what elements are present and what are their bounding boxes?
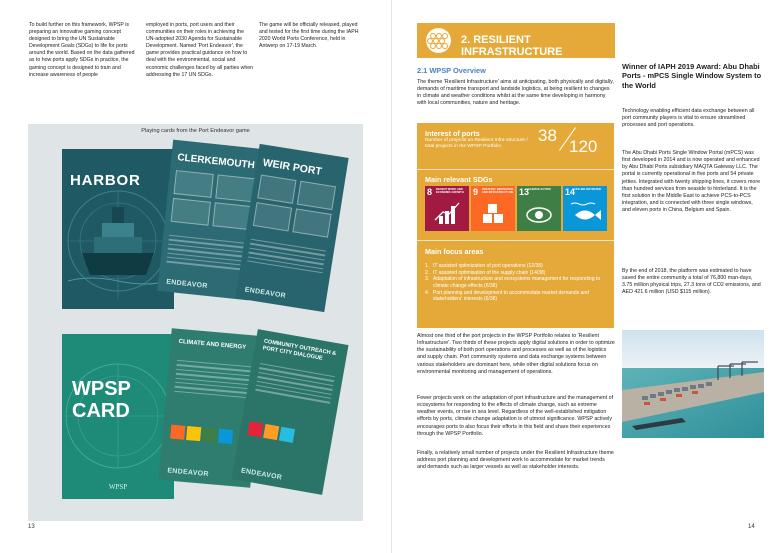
intro-column-2: employed in ports, port users and their communities on their roles in achieving the UN-adopted 2030 Agenda for Sustainable Development. Named 'Port Endeavor', the game provides practical guidance on how to deal with the environmental, social and economic challenges faced by all parties when addressing the 17 UN SDGs. <box>146 22 253 78</box>
card-stat-box <box>253 202 292 231</box>
focus-list <box>425 263 611 303</box>
overview-text: The theme 'Resilient Infrastructure' aims at anticipating, both physically and digitally, demands of maritime transport and landside logistics, at being resilient to changes in climate and weather conditions whilst at the same time developing in harmony with local communities, nature and heritage. <box>417 79 614 107</box>
sdg-tile <box>279 427 295 443</box>
page-gutter <box>391 0 392 553</box>
award-paragraph-1: Technology enabling efficient data exchange between all port community players is vital to ensure streamlined processes and port operations. <box>622 108 755 129</box>
clerkemouth-title: CLERKEMOUTH <box>176 152 256 172</box>
endeavor-footer: ENDEAVOR <box>165 278 208 290</box>
sdgs-heading: Main relevant SDGs <box>425 175 493 184</box>
card-text-lines <box>255 360 336 406</box>
focus-heading: Main focus areas <box>425 247 484 256</box>
list-item: 4. Port planning and development to accommodate market demands and stakeholders' interests (6/38) <box>425 289 589 302</box>
intro-column-1: To build further on this framework, WPSP is preparing an innovative gaming concept designed to bring the UN Sustainable Development Goals (SDGs) to life for ports around the world. Based on the data gathered as to how ports apply SDGs in practice, the gaming concept is designed to train and increase awareness of people <box>29 22 135 78</box>
body-paragraph-2: Fewer projects work on the adaptation of port infrastructure and the management of ecosystems for responding to the effects of climate change, such as extreme weather events, or rise in sea level. Regardless of the well-established mitigation efforts by ports, climate change adaptation is of utmost significance. WPSP actively encourages ports to also focus their efforts in this field and share their experiences through the WPSP Portfolio. <box>417 395 614 437</box>
section-banner <box>417 23 615 58</box>
interest-numerator: 38 <box>538 126 557 145</box>
card-stat-box <box>215 174 255 202</box>
cubes-icon <box>471 186 515 231</box>
community-title: COMMUNITY OUTREACH & PORT CITY DIALOGUE <box>262 338 337 362</box>
climate-title: CLIMATE AND ENERGY <box>178 338 247 351</box>
overview-heading: 2.1 WPSP Overview <box>417 66 486 75</box>
wpsp-card <box>62 334 174 499</box>
body-paragraph-1: Almost one third of the port projects in the WPSP Portfolio relates to 'Resilient Infrastructure'. Two thirds of these projects apply digital solutions in order to optimize the sustainability of both port operations and processes as well as of the logistics and supply chain. Port community systems and data exchange systems between various stakeholders are dominant here, while other digital solutions focus on environmental monitoring and management of operations. <box>417 333 615 375</box>
card-stat-box <box>174 170 214 198</box>
cards-caption: Playing cards from the Port Endeavor game <box>141 128 250 134</box>
sdg-tile <box>202 427 217 442</box>
sdg-14-tile: 14 LIFE BELOW WATER <box>563 186 607 231</box>
fish-icon <box>563 186 607 231</box>
section-title: 2. RESILIENT INFRASTRUCTURE <box>461 34 563 58</box>
sdg-tile <box>186 426 201 441</box>
endeavor-footer: ENDEAVOR <box>167 467 210 479</box>
sdg-tile <box>170 425 185 440</box>
list-item: 1. IT assisted optimization of port operations (12/38) <box>425 263 543 269</box>
card-stat-box <box>292 208 331 237</box>
eye-globe-icon <box>517 186 561 231</box>
intro-column-3: The game will be officially released, played and tested for the first time during the IAPH 2020 World Ports Conference, held in Antwerp on 17-19 March. <box>259 22 359 50</box>
box-divider <box>417 169 614 170</box>
list-item: 2. IT assisted optimisation of the supply chain (14/38) <box>425 269 546 276</box>
sdg-9-tile: 9 INDUSTRY, INNOVATION AND INFRASTRUCTURE <box>471 186 515 231</box>
interest-denominator: 120 <box>569 137 598 156</box>
sdg-tile <box>263 424 279 440</box>
card-text-lines <box>247 236 327 277</box>
award-paragraph-3: By the end of 2018, the platform was estimated to have saved the entire community a total of 76,800 man-days, 3.75 million physical trips, 27.3 tons of CO2 emissions, and AED 421.6 million (USD $115 million). <box>622 268 761 296</box>
award-paragraph-2: The Abu Dhabi Ports Single Window Portal (mPCS) was first developed in 2014 and is now operated and enhanced by Abu Dhabi Ports subsidiary MAQTA Gateway LLC. The portal is currently operational in five ports and 54 private jetties. Integrated with twenty shipping lines, it covers more than hundred services from seaside to hinterland. It is the first solution in the Middle East to achieve PCS-to-PCS integration, and is connected with three single windows, and eleven ports in China, Belgium and Spain. <box>622 150 761 214</box>
port-aerial-photo <box>622 330 764 438</box>
cards-figure <box>28 124 363 521</box>
sdg-8-tile: 8 DECENT WORK AND ECONOMIC GROWTH <box>425 186 469 231</box>
endeavor-footer: ENDEAVOR <box>240 467 283 482</box>
theme-summary-box <box>417 123 614 328</box>
harbor-title: HARBOR <box>70 172 141 189</box>
sdg-13-tile: 13 CLIMATE ACTION <box>517 186 561 231</box>
weir-port-title: WEIR PORT <box>261 156 323 178</box>
sdg-tile <box>247 421 263 437</box>
list-item: 3. Adaptation of infrastructure and ecosystems management for responding to climate change effects (6/38) <box>425 276 601 289</box>
interest-description: Number of projects on Resilient Infra-structure / total projects in the WPSP Portfolio <box>425 138 528 150</box>
growth-chart-icon <box>425 186 469 231</box>
card-stat-box <box>257 174 296 203</box>
page-number-right: 14 <box>748 524 755 530</box>
sdg-tile <box>218 429 233 444</box>
wpsp-card-title-line1: WPSP <box>72 378 131 400</box>
award-title: Winner of IAPH 2019 Award: Abu Dhabi Ports - mPCS Single Window System to the World <box>622 62 762 90</box>
card-text-lines <box>174 357 253 402</box>
card-text-lines <box>166 232 249 274</box>
interest-heading: Interest of ports <box>425 129 480 138</box>
card-stat-box <box>171 198 211 226</box>
wpsp-card-title-line2: CARD <box>72 400 130 422</box>
box-divider <box>417 240 614 241</box>
page-number-left: 13 <box>28 524 35 530</box>
body-paragraph-3: Finally, a relatively small number of projects under the Resilient Infrastructure theme address port planning and development work to accommodate for market trends and demands such as larger vessels as well as stakeholder interests. <box>417 450 614 471</box>
endeavor-footer: ENDEAVOR <box>244 286 287 300</box>
hexagon-cluster-icon <box>426 28 451 53</box>
wpsp-logo: WPSP <box>108 483 128 491</box>
card-stat-box <box>297 181 336 210</box>
container-port-image <box>622 330 764 438</box>
